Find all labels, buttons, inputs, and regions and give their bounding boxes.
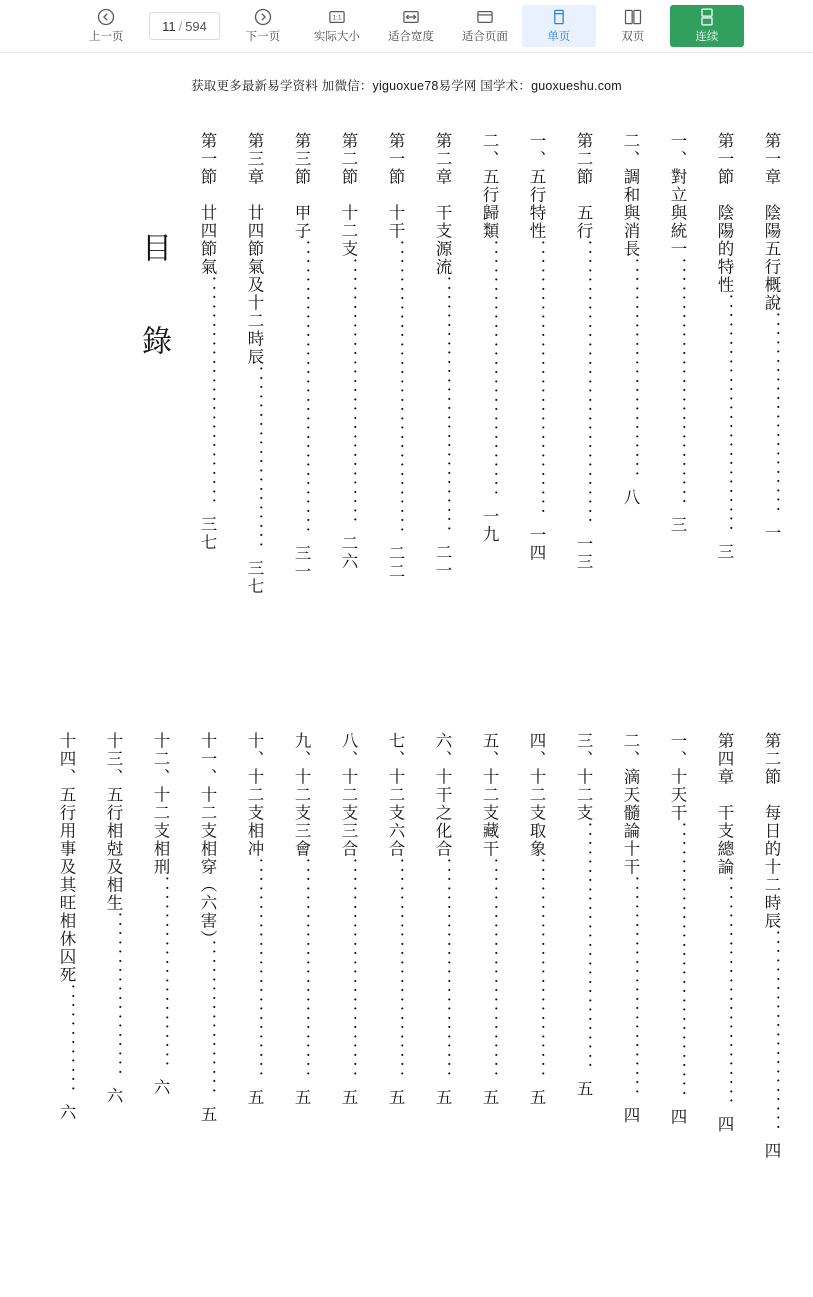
toc-entry [216, 732, 263, 1277]
svg-text:1:1: 1:1 [332, 14, 342, 22]
double-page-button[interactable] [596, 5, 670, 46]
source-note: 获取更多最新易学资料 加微信：yiguoxue78易学网 国学术：guoxueshu.com [191, 79, 622, 93]
toc-entry-page: 五 [480, 1088, 499, 1107]
toc-entry-title: 第一節 陰陽的特性 [715, 132, 734, 294]
toc-entry-dots: ．．．．．．．．．．．．．．．．．．．．．．．． [245, 858, 264, 1089]
toc-entry-title: 二、滴天髓論十干 [621, 732, 640, 876]
toc-entry-page: 五 [386, 1088, 405, 1107]
toc-entry-title: 八、十二支三合 [339, 732, 358, 858]
toc-entry [404, 732, 451, 1277]
toc-entry-dots: ．．．．．．．．．．．．．．．．．．．．．． [762, 312, 781, 524]
toc-entry-dots: ．．．．．．．．．．．．．．．．．．．．．． [762, 930, 781, 1142]
toc-entry-dots: ．．．．．．．．．．．．．．．．．．．．．．．．．．．．．．．． [292, 240, 311, 545]
fit-width-icon [401, 7, 421, 27]
toc-entry-title: 第三節 甲子 [292, 132, 311, 240]
toc-entry [451, 132, 498, 672]
toc-entry [263, 732, 310, 1277]
toc-entry-page: 二二 [386, 544, 405, 581]
toc-entry [592, 732, 639, 1277]
toc-entry-title: 十三、五行相尅及相生 [104, 732, 123, 912]
toc-entry-title: 十四、五行用事及其旺相休囚死 [57, 732, 76, 984]
prev-page-label: 上一页 [88, 31, 124, 44]
page-title-text: 目 錄 [136, 232, 171, 369]
toc-entry-dots: ．．．．．．．．．．．．．．．．．．．．．．．．．．．．．．．． [386, 240, 405, 545]
toc-entry-page: 一四 [527, 525, 546, 562]
toc-entry-title: 第三章 廿四節氣及十二時辰 [245, 132, 264, 366]
actual-size-button[interactable] [300, 5, 374, 46]
toc-entry-dots: ．．．．．．．．．．．．．．．．．．．． [245, 366, 264, 560]
toc-entry-page: 八 [621, 488, 640, 507]
toc-entry-dots: ．．．．．．．．．．．．．．．．．．．．．．．． [621, 876, 640, 1107]
toc-entry [357, 732, 404, 1277]
toc-entry-title: 二、五行歸類 [480, 132, 499, 240]
toc-entry-dots: ．．．．．．．．．．．．．．．．．．．．．．．．．．．． [433, 276, 452, 544]
toc-entry-page: 五 [292, 1088, 311, 1107]
toc-entry-title: 五、十二支藏干 [480, 732, 499, 858]
toc-entry-title: 第二節 五行 [574, 132, 593, 240]
toc-entry-title: 一、五行特性 [527, 132, 546, 240]
current-page-value: 11 [162, 18, 176, 34]
toc-entry-page: 五 [527, 1088, 546, 1107]
prev-page-button[interactable] [69, 5, 143, 46]
toc-entry-title: 第四章 干支總論 [715, 732, 734, 876]
toc-entry-dots: ．．．．．．．．．．．．．．．．．．．．．．．．．．．．． [339, 258, 358, 535]
toc-entry [169, 732, 216, 1277]
toc-entry-title: 第二節 十二支 [339, 132, 358, 258]
single-page-icon [549, 7, 569, 27]
toc-entry-page: 四 [762, 1141, 781, 1160]
chevron-left-circle-icon [96, 7, 116, 27]
toc-entry [498, 732, 545, 1277]
toc-entry-dots: ．．．．．．．．．．．．．．．．．．．．．．．．．．．．．． [668, 822, 687, 1108]
toc-entry [686, 132, 733, 672]
toc-entry [310, 732, 357, 1277]
toc-entry-dots: ．．．．．．．．．．．．．．．．．．．．．．．．．．．．．．． [574, 240, 593, 535]
toc-entry-title: 七、十二支六合 [386, 732, 405, 858]
toc-entry-dots: ．．．．．．．．．．．．．．．．．．．．．．．．．．．．．． [527, 240, 546, 526]
toc-section-top [18, 132, 780, 672]
pdf-viewer-toolbar [0, 0, 813, 53]
toc-entry-title: 十一、十二支相穿（六害） [198, 732, 217, 940]
toc-entry-dots: ．．．．．．．．．．．．．．．．．．．．．．．．．．．． [480, 240, 499, 508]
toc-entry-page: 五 [574, 1080, 593, 1098]
toc-entry-page: 六 [104, 1086, 123, 1105]
toc-entry [639, 132, 686, 672]
toc-entry-page: 二一 [433, 543, 452, 580]
toc-entry [122, 732, 169, 1277]
total-pages-value: 594 [185, 18, 207, 34]
continuous-scroll-label: 连续 [695, 31, 719, 44]
double-page-icon [623, 7, 643, 27]
toc-entry-page: 一 [762, 523, 781, 542]
toc-entry-page: 三七 [245, 559, 264, 596]
toc-entry-dots: ．．．．．．．．．．．．．．．．．．．．．．．．． [715, 876, 734, 1116]
toc-entry-title: 第一節 十干 [386, 132, 405, 240]
chevron-right-circle-icon [253, 7, 273, 27]
toc-entry [733, 132, 780, 672]
toc-entry [28, 732, 75, 1277]
toc-entry-page: 四 [668, 1107, 687, 1126]
toolbar-navigation-group [69, 5, 300, 46]
toc-entry-page: 三七 [198, 515, 217, 552]
single-page-button[interactable] [522, 5, 596, 46]
toc-entry-dots: ．．．．．．．．．．．．．．．．．．．．．．．． [621, 258, 640, 489]
continuous-scroll-icon [697, 7, 717, 27]
toc-entry [169, 132, 216, 672]
toc-entry-page: 四 [715, 1115, 734, 1134]
page-title [76, 132, 169, 772]
continuous-scroll-button[interactable] [670, 5, 744, 46]
toc-entry [639, 732, 686, 1277]
toc-entry-dots: ．．．．．．．．．．．．．．．．．．．．．．．．．．． [668, 258, 687, 516]
toc-entry [733, 732, 780, 1277]
fit-width-label: 适合宽度 [387, 31, 434, 44]
toc-entry-dots: ．．．．．．．．．．．．．．．．．．．．．．．． [433, 858, 452, 1089]
page-separator: / [178, 18, 183, 34]
toc-entry-dots: ．．．．．．．．．．．． [57, 984, 76, 1104]
fit-width-button[interactable] [374, 5, 448, 46]
toc-entry-dots: ．．．．．．．．．．．．．．．．．．．．．．．．． [198, 276, 217, 516]
toc-entry-page: 六 [151, 1078, 170, 1097]
double-page-label: 双页 [621, 31, 645, 44]
toc-entry-title: 第二章 干支源流 [433, 132, 452, 276]
toc-section-bottom [18, 732, 780, 1277]
toc-entry-dots: ．．．．．．．．．．．．．．．．． [198, 939, 217, 1106]
toc-entry-title: 第二節 每日的十二時辰 [762, 732, 781, 930]
toc-entry-page: 四 [621, 1106, 640, 1125]
one-to-one-icon [327, 7, 347, 27]
fit-page-icon [475, 7, 495, 27]
toc-entry [451, 732, 498, 1277]
toolbar-zoom-group [300, 5, 522, 46]
toc-entry-title: 二、調和與消長 [621, 132, 640, 258]
toc-entry-page: 一九 [480, 507, 499, 544]
single-page-label: 单页 [547, 31, 571, 44]
page-number-indicator[interactable] [149, 12, 220, 40]
toc-entry-dots: ．．．．．．．．．．．．．．．．．．．．．．．．．．． [574, 822, 593, 1080]
toc-entry-title: 六、十干之化合 [433, 732, 452, 858]
toc-entry-dots: ．．．．．．．．．．．．．．．．．．．．．．．． [292, 858, 311, 1089]
toc-entry-title: 四、十二支取象 [527, 732, 546, 858]
next-page-button[interactable] [226, 5, 300, 46]
toc-entry-title: 三、十二支 [574, 732, 593, 822]
document-page [0, 122, 813, 1282]
toc-entry [263, 132, 310, 672]
toc-entry-page: 五 [198, 1105, 217, 1124]
toolbar-layout-group [522, 5, 744, 46]
toc-entry [310, 132, 357, 672]
toc-entry-title: 第一章 陰陽五行概說 [762, 132, 781, 312]
toc-entry-title: 十、十二支相冲 [245, 732, 264, 858]
toc-entry-dots: ．．．．．．．．．．．．．．．．．．．．．．．． [386, 858, 405, 1089]
toc-entry-title: 第一節 廿四節氣 [198, 132, 217, 276]
toc-entry-dots: ．．．．．．．．．．．．．．．．．．．．．．．． [339, 858, 358, 1089]
toc-entry-page: 五 [339, 1088, 358, 1107]
next-page-label: 下一页 [245, 31, 281, 44]
toc-entry-page: 三 [715, 542, 734, 561]
toc-entry [686, 732, 733, 1277]
toc-entry-dots: ．．．．．．．．．．．．．．．．．．．．．．．． [527, 858, 546, 1089]
toc-entry-page: 五 [433, 1088, 452, 1107]
toc-entry-title: 一、十天干 [668, 732, 687, 822]
toc-entry [498, 132, 545, 672]
toc-entry [545, 732, 592, 1277]
actual-size-label: 实际大小 [313, 31, 360, 44]
toc-entry-dots: ．．．．．．．．．．．．．．．．．． [104, 912, 123, 1087]
toc-entry [404, 132, 451, 672]
toc-entry-title: 十二、十二支相刑 [151, 732, 170, 876]
toc-entry-page: 三一 [292, 544, 311, 581]
fit-page-button[interactable] [448, 5, 522, 46]
toc-entry [592, 132, 639, 672]
toc-entry-page: 六 [57, 1103, 76, 1122]
toc-entry-page: 二六 [339, 534, 358, 571]
toc-entry [545, 132, 592, 672]
toc-entry-title: 九、十二支三會 [292, 732, 311, 858]
toc-entry [216, 132, 263, 672]
toc-entry-dots: ．．．．．．．．．．．．．．．．．．．．．．．．．． [715, 294, 734, 543]
toc-entry-page: 一三 [574, 535, 593, 571]
toc-entry-page: 五 [245, 1088, 264, 1107]
toc-entry [357, 132, 404, 672]
toc-entry-dots: ．．．．．．．．．．．．．．．．．．．．．．．． [480, 858, 499, 1089]
toc-entry-dots: ．．．．．．．．．．．．．．．．．．．．． [151, 876, 170, 1079]
toc-entry-title: 一、對立與統一 [668, 132, 687, 258]
toc-entry [75, 732, 122, 1277]
fit-page-label: 适合页面 [461, 31, 508, 44]
toc-entry-page: 三 [668, 516, 687, 534]
